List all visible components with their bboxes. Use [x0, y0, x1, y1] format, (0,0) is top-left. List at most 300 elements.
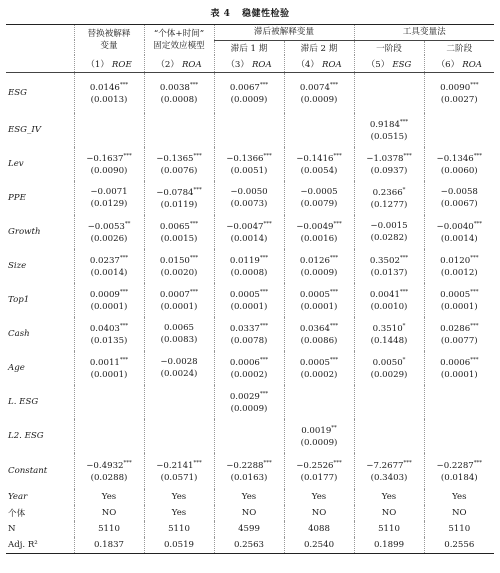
header-col-2 — [144, 55, 214, 73]
coef-cell — [144, 453, 214, 489]
coef-cell — [144, 317, 214, 351]
std-error: (0.0119) — [160, 199, 198, 210]
coef-cell — [354, 113, 424, 147]
coef-value: −0.1365*** — [156, 153, 202, 164]
significance-stars: *** — [259, 391, 269, 398]
significance-stars: *** — [470, 323, 479, 330]
std-error: (0.0008) — [160, 95, 198, 106]
row-label: ESG_IV — [6, 113, 74, 147]
header-group-label-2: “个体+时间” 固定效应模型 — [153, 29, 205, 51]
table-row — [6, 249, 494, 283]
significance-stars: *** — [259, 357, 269, 364]
table-row — [6, 385, 494, 419]
std-error: (0.0137) — [370, 267, 408, 278]
significance-stars: *** — [470, 357, 479, 364]
significance-stars: *** — [119, 357, 129, 364]
coef-cell — [354, 419, 424, 453]
row-label: Age — [6, 351, 74, 385]
coef-value: −0.0049*** — [296, 221, 342, 232]
coef-value: 0.0019** — [301, 425, 337, 436]
coef-cell — [74, 419, 144, 453]
significance-stars: *** — [399, 119, 409, 126]
significance-stars: *** — [329, 255, 339, 262]
coef-cell — [424, 215, 494, 249]
row-label: Top1 — [6, 283, 74, 317]
coef-value: 0.9184*** — [369, 119, 409, 130]
coef-value: −7.2677*** — [366, 460, 412, 471]
summary-cell: NO — [354, 505, 424, 521]
summary-cell: 0.1837 — [74, 537, 144, 554]
table-row — [6, 181, 494, 215]
table-row — [6, 147, 494, 181]
significance-stars: *** — [333, 221, 342, 228]
coef-value: 0.0286*** — [440, 323, 479, 334]
coef-value: −0.1366*** — [226, 153, 272, 164]
coef-value: −0.1416*** — [296, 153, 342, 164]
coef-cell — [214, 317, 284, 351]
summary-cell: 0.2563 — [214, 537, 284, 554]
coef-value: 0.0150*** — [159, 255, 199, 266]
std-error: (0.0083) — [160, 334, 198, 345]
table-body — [6, 73, 494, 554]
summary-row — [6, 505, 494, 521]
table-row — [6, 419, 494, 453]
row-label: Year — [6, 489, 74, 505]
row-label: Constant — [6, 453, 74, 489]
col-number: （5） — [366, 59, 390, 70]
coef-value: −0.0028 — [160, 356, 198, 367]
table-number: 表 4 — [210, 9, 231, 19]
coef-cell — [214, 73, 284, 113]
coef-cell — [74, 147, 144, 181]
std-error: (0.0012) — [440, 267, 478, 278]
summary-cell: 4599 — [214, 521, 284, 537]
summary-cell: Yes — [144, 489, 214, 505]
table-row — [6, 113, 494, 147]
std-error: (0.0282) — [370, 232, 408, 243]
coef-cell — [424, 283, 494, 317]
col-dependent-var: ESG — [392, 59, 412, 70]
significance-stars: *** — [473, 460, 483, 467]
std-error: (0.0026) — [90, 233, 128, 244]
table-caption — [0, 0, 500, 20]
summary-cell: Yes — [214, 489, 284, 505]
coef-value: 0.0041*** — [369, 289, 409, 300]
summary-row — [6, 537, 494, 554]
coef-cell — [354, 385, 424, 419]
std-error: (0.0515) — [370, 131, 408, 142]
header-col-5 — [354, 55, 424, 73]
coef-cell — [144, 419, 214, 453]
coef-value: 0.0007*** — [159, 289, 199, 300]
std-error: (0.0079) — [300, 198, 338, 209]
coef-cell — [424, 147, 494, 181]
header-sub-stage1: 一阶段 — [354, 40, 424, 55]
col-dependent-var: ROA — [181, 59, 202, 70]
coef-cell — [354, 351, 424, 385]
table-row — [6, 73, 494, 113]
significance-stars: *** — [470, 289, 479, 296]
coef-cell — [284, 215, 354, 249]
significance-stars: *** — [259, 255, 269, 262]
std-error: (0.0076) — [160, 165, 198, 176]
std-error: (0.0014) — [230, 233, 268, 244]
table-row — [6, 317, 494, 351]
coef-cell — [284, 147, 354, 181]
coef-value: −0.0071 — [90, 186, 128, 197]
coef-cell — [214, 249, 284, 283]
coef-cell — [354, 215, 424, 249]
summary-cell: NO — [74, 505, 144, 521]
coef-value: −0.0050 — [230, 186, 268, 197]
std-error: (0.0001) — [90, 369, 128, 380]
coef-cell — [144, 215, 214, 249]
std-error: (0.0163) — [230, 472, 268, 483]
significance-stars: *** — [189, 255, 199, 262]
coef-cell — [144, 147, 214, 181]
coef-value: 0.0074*** — [299, 82, 339, 94]
coef-value: 0.0029*** — [229, 391, 269, 402]
std-error: (0.1448) — [370, 335, 408, 346]
coef-cell — [424, 419, 494, 453]
coef-cell — [424, 181, 494, 215]
summary-cell: Yes — [354, 489, 424, 505]
summary-cell: 0.2556 — [444, 539, 475, 550]
std-error: (0.0009) — [300, 437, 338, 448]
robustness-table — [6, 24, 494, 554]
coef-value: 0.0126*** — [299, 255, 339, 266]
col-number: （2） — [156, 59, 179, 70]
header-sub-lag1: 滞后 1 期 — [214, 40, 284, 55]
coef-value: −0.2526*** — [296, 460, 342, 471]
header-blank-2 — [6, 55, 74, 73]
significance-stars: *** — [329, 82, 339, 89]
significance-stars: *** — [329, 357, 339, 364]
table-title: 稳健性检验 — [242, 9, 290, 19]
row-label: Adj. R² — [6, 537, 74, 554]
summary-cell: Yes — [144, 505, 214, 521]
coef-cell — [144, 73, 214, 113]
std-error: (0.0024) — [160, 368, 198, 379]
coef-cell — [214, 147, 284, 181]
std-error: (0.0060) — [440, 165, 478, 176]
coef-value: 0.0146*** — [89, 82, 129, 94]
coef-cell — [354, 249, 424, 283]
std-error: (0.0288) — [90, 472, 128, 483]
header-col-1 — [74, 55, 144, 73]
coef-cell — [424, 317, 494, 351]
std-error: (0.0090) — [90, 165, 128, 176]
coef-cell — [424, 73, 494, 113]
significance-stars: *** — [193, 187, 202, 194]
summary-cell: 0.0519 — [144, 537, 214, 554]
coef-value: −0.0053** — [87, 221, 131, 232]
row-label: Growth — [6, 215, 74, 249]
std-error: (0.0077) — [440, 335, 478, 346]
std-error: (0.0002) — [300, 369, 338, 380]
std-error: (0.0014) — [90, 267, 128, 278]
std-error: (0.0015) — [160, 233, 198, 244]
coef-value: 0.0038*** — [159, 82, 199, 94]
std-error: (0.0008) — [230, 267, 268, 278]
row-label: Cash — [6, 317, 74, 351]
row-label: L. ESG — [6, 385, 74, 419]
row-label: L2. ESG — [6, 419, 74, 453]
coef-cell — [214, 385, 284, 419]
coef-cell — [74, 317, 144, 351]
summary-cell: Yes — [74, 489, 144, 505]
coef-value: 0.0065*** — [159, 221, 199, 232]
significance-stars: ** — [331, 425, 337, 432]
significance-stars: *** — [259, 289, 269, 296]
summary-row — [6, 489, 494, 505]
std-error: (0.0001) — [160, 301, 198, 312]
std-error: (0.0029) — [370, 369, 408, 380]
significance-stars: *** — [189, 221, 199, 228]
summary-cell: 0.1899 — [354, 537, 424, 554]
significance-stars: * — [402, 187, 406, 194]
coef-cell — [284, 453, 354, 489]
coef-value: −0.0015 — [370, 220, 408, 231]
std-error: (0.0001) — [440, 301, 478, 312]
significance-stars: *** — [119, 323, 129, 330]
coef-value: −0.1637*** — [86, 153, 132, 164]
significance-stars: *** — [399, 289, 409, 296]
coef-value: 0.0006*** — [440, 357, 479, 368]
significance-stars: *** — [259, 323, 269, 330]
header-row-groups — [6, 25, 494, 41]
header-group-label-1: 替换被解释 变量 — [87, 29, 131, 51]
coef-value: 0.0050* — [372, 357, 406, 368]
coef-value: −0.0058 — [440, 186, 478, 197]
coef-value: 0.0009*** — [89, 289, 129, 300]
coef-cell — [284, 283, 354, 317]
col-dependent-var: ROA — [251, 59, 272, 70]
coef-cell — [354, 147, 424, 181]
significance-stars: *** — [123, 153, 132, 160]
coef-value: 0.0011*** — [89, 357, 129, 368]
coef-cell — [284, 73, 354, 113]
coef-value: 0.0237*** — [89, 255, 129, 266]
significance-stars: *** — [473, 221, 483, 228]
coef-value: 0.0005*** — [299, 357, 339, 368]
coef-cell — [354, 453, 424, 489]
table-row — [6, 453, 494, 489]
significance-stars: *** — [263, 153, 272, 160]
significance-stars: *** — [189, 82, 199, 89]
significance-stars: *** — [263, 460, 272, 467]
std-error: (0.0129) — [90, 198, 128, 209]
std-error: (0.0073) — [230, 198, 268, 209]
std-error: (0.1277) — [370, 199, 408, 210]
header-group-lag: 滞后被解释变量 — [214, 25, 354, 41]
significance-stars: *** — [399, 255, 409, 262]
coef-cell — [214, 419, 284, 453]
row-label: Size — [6, 249, 74, 283]
std-error: (0.0013) — [90, 95, 128, 106]
significance-stars: * — [402, 323, 406, 330]
header-group-2 — [144, 25, 214, 56]
significance-stars: * — [402, 357, 406, 364]
coef-value: −0.4932*** — [86, 460, 132, 471]
coef-cell — [74, 249, 144, 283]
coef-value: −0.0040*** — [436, 221, 483, 232]
coef-value: 0.3510* — [372, 323, 406, 334]
significance-stars: *** — [189, 289, 199, 296]
row-label: PPE — [6, 181, 74, 215]
coef-cell — [354, 181, 424, 215]
coef-cell — [144, 385, 214, 419]
summary-cell: NO — [451, 507, 467, 518]
coef-value: 0.0119*** — [229, 255, 269, 266]
coef-cell — [424, 249, 494, 283]
significance-stars: *** — [119, 82, 129, 89]
coef-cell — [354, 283, 424, 317]
col-number: （1） — [86, 59, 109, 70]
summary-cell: Yes — [284, 489, 354, 505]
coef-value: −0.2141*** — [156, 460, 202, 471]
coef-cell — [214, 113, 284, 147]
table-row — [6, 351, 494, 385]
summary-cell: NO — [284, 505, 354, 521]
significance-stars: *** — [329, 289, 339, 296]
std-error: (0.0016) — [300, 233, 338, 244]
coef-cell — [284, 419, 354, 453]
coef-value: −0.1346*** — [436, 153, 483, 164]
coef-value: 0.3502*** — [369, 255, 409, 266]
summary-row — [6, 521, 494, 537]
header-col-4 — [284, 55, 354, 73]
coef-cell — [424, 453, 494, 489]
std-error: (0.0135) — [90, 335, 128, 346]
coef-cell — [74, 385, 144, 419]
coef-value: −0.0005 — [300, 186, 338, 197]
coef-cell — [284, 249, 354, 283]
std-error: (0.0054) — [300, 165, 338, 176]
std-error: (0.0014) — [440, 233, 478, 244]
summary-cell: 5110 — [74, 521, 144, 537]
coef-value: 0.0403*** — [89, 323, 129, 334]
summary-cell: 0.2540 — [284, 537, 354, 554]
summary-cell: 5110 — [144, 521, 214, 537]
std-error: (0.0001) — [440, 369, 478, 380]
coef-cell — [284, 317, 354, 351]
std-error: (0.0020) — [160, 267, 198, 278]
coef-value: 0.0065 — [163, 322, 195, 333]
header-sub-lag2: 滞后 2 期 — [284, 40, 354, 55]
header-sub-stage2: 二阶段 — [446, 43, 473, 54]
significance-stars: *** — [470, 82, 479, 89]
coef-cell — [74, 453, 144, 489]
std-error: (0.0571) — [160, 472, 198, 483]
coef-cell — [424, 113, 494, 147]
table-row — [6, 283, 494, 317]
significance-stars: *** — [403, 153, 412, 160]
std-error: (0.0009) — [300, 267, 338, 278]
coef-cell — [214, 283, 284, 317]
significance-stars: *** — [333, 460, 342, 467]
coef-value: 0.0364*** — [299, 323, 339, 334]
coef-value: −0.0784*** — [156, 187, 202, 198]
coef-cell — [424, 351, 494, 385]
std-error: (0.0086) — [300, 335, 338, 346]
significance-stars: ** — [124, 221, 131, 228]
std-error: (0.0067) — [440, 198, 478, 209]
coef-cell — [284, 113, 354, 147]
coef-value: 0.0090*** — [440, 82, 479, 94]
header-row-columns — [6, 55, 494, 73]
coef-cell — [354, 73, 424, 113]
coef-cell — [74, 181, 144, 215]
header-col-6 — [424, 55, 494, 73]
col-dependent-var: ROE — [111, 59, 132, 70]
coef-value: 0.0005*** — [229, 289, 269, 300]
summary-cell: 5110 — [448, 523, 471, 534]
col-number: （3） — [226, 59, 249, 70]
col-dependent-var: ROA — [321, 59, 342, 70]
significance-stars: *** — [329, 323, 339, 330]
coef-cell — [424, 385, 494, 419]
significance-stars: *** — [119, 289, 129, 296]
std-error: (0.0177) — [300, 472, 338, 483]
std-error: (0.0009) — [230, 403, 268, 414]
coef-value: −1.0378*** — [366, 153, 412, 164]
coef-value: 0.0005*** — [299, 289, 339, 300]
coef-value: 0.0005*** — [440, 289, 479, 300]
header-group-iv: 工具变量法 — [354, 25, 494, 41]
coef-cell — [144, 181, 214, 215]
col-number: （4） — [296, 59, 319, 70]
coef-cell — [74, 215, 144, 249]
significance-stars: *** — [263, 221, 272, 228]
std-error: (0.0009) — [300, 95, 338, 106]
coef-value: 0.2366* — [372, 187, 406, 198]
significance-stars: *** — [333, 153, 342, 160]
summary-cell: 5110 — [354, 521, 424, 537]
coef-cell — [144, 249, 214, 283]
coef-value: 0.0006*** — [229, 357, 269, 368]
significance-stars: *** — [193, 153, 202, 160]
std-error: (0.0078) — [230, 335, 268, 346]
coef-cell — [284, 385, 354, 419]
coef-cell — [214, 215, 284, 249]
col-number: （6） — [436, 59, 460, 70]
row-label: 个体 — [6, 505, 74, 521]
std-error: (0.0027) — [440, 95, 478, 106]
row-label: ESG — [6, 73, 74, 113]
significance-stars: *** — [403, 460, 412, 467]
significance-stars: *** — [193, 460, 202, 467]
coef-cell — [144, 113, 214, 147]
coef-value: −0.2288*** — [226, 460, 272, 471]
coef-value: 0.0120*** — [440, 255, 479, 266]
coef-cell — [214, 181, 284, 215]
std-error: (0.0051) — [230, 165, 268, 176]
summary-cell: Yes — [452, 491, 467, 502]
coef-cell — [74, 351, 144, 385]
header-col-3 — [214, 55, 284, 73]
std-error: (0.0184) — [440, 472, 478, 483]
std-error: (0.0002) — [230, 369, 268, 380]
std-error: (0.0001) — [230, 301, 268, 312]
coef-cell — [214, 453, 284, 489]
table-row — [6, 215, 494, 249]
coef-cell — [284, 351, 354, 385]
std-error: (0.0001) — [90, 301, 128, 312]
coef-cell — [74, 113, 144, 147]
coef-cell — [214, 351, 284, 385]
std-error: (0.3403) — [370, 472, 408, 483]
